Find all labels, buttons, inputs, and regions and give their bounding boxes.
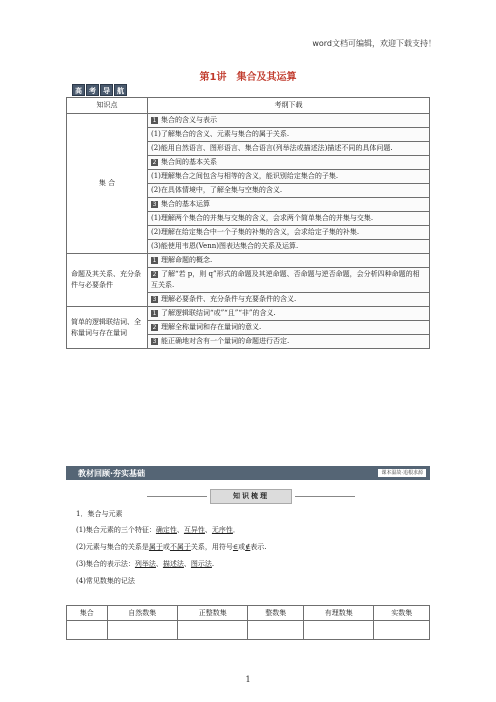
answer-term: 无序性 (211, 526, 233, 534)
line-text: 表示. (250, 543, 267, 551)
requirement-cell (148, 307, 430, 321)
table-cell: 实数集 (374, 606, 430, 621)
table-cell (107, 621, 177, 640)
header-requirement: 考纲下载 (148, 98, 430, 114)
line-text: (3)集合的表示法： (76, 560, 135, 568)
requirement-cell (148, 335, 430, 349)
answer-term: 列举法 (134, 560, 156, 568)
text-line-2 (76, 542, 267, 552)
badge-char: 导 (100, 84, 113, 96)
requirement-cell (148, 226, 430, 240)
table-cell: 自然数集 (107, 606, 177, 621)
table-cell: 集合 (67, 606, 108, 621)
item-number-badge: 2 (152, 159, 157, 166)
requirement-text: (1)理解两个集合的并集与交集的含义，会求两个简单集合的并集与交集. (151, 214, 374, 222)
requirement-text: 理解全称量词和存在量词的意义. (161, 323, 262, 331)
requirement-text: (1)理解集合之间包含与相等的含义，能识别给定集合的子集. (151, 172, 339, 180)
requirement-text: 集合间的基本关系 (161, 158, 217, 166)
line-text: 或 (162, 543, 170, 551)
item-number-badge: 3 (152, 296, 157, 303)
line-text: 、 (155, 560, 163, 568)
requirement-cell (148, 293, 430, 307)
requirement-text: 了解“若 p，则 q”形式的命题及其逆命题、否命题与逆否命题，会分析四种命题的相互关系. (151, 270, 420, 289)
topic-cell: 简单的逻辑联结词、全称量词与存在量词 (67, 307, 148, 349)
text-line-4: (4)常见数集的记法 (76, 577, 135, 585)
outline-table (66, 97, 430, 349)
requirement-cell (148, 114, 430, 128)
requirement-cell (148, 198, 430, 212)
table-row (67, 606, 430, 621)
item-number-badge: 2 (152, 324, 157, 331)
table-row (67, 254, 430, 268)
header-topic: 知识点 (67, 98, 148, 114)
requirement-text: 理解命题的概念. (161, 256, 213, 264)
answer-term: 图示法 (190, 560, 212, 568)
text-line-1 (76, 525, 240, 535)
line-text: 关系，用符号 (190, 543, 233, 551)
requirement-cell (148, 268, 430, 293)
line-text: . (211, 560, 215, 568)
line-text: (2)元素与集合的关系是 (76, 543, 149, 551)
line-text: 、 (204, 526, 212, 534)
table-cell (248, 621, 304, 640)
item-number-badge: 1 (152, 310, 157, 317)
item-number-badge: 3 (152, 338, 157, 345)
line-text: ． (232, 526, 240, 534)
section-banner (66, 466, 430, 480)
item-number-badge: 1 (152, 257, 157, 264)
table-cell (67, 621, 108, 640)
item-number-badge: 1 (152, 117, 157, 124)
topic-cell: 集 合 (67, 114, 148, 254)
requirement-text: (2)理解在给定集合中一个子集的补集的含义，会求给定子集的补集. (151, 228, 360, 236)
requirement-cell (148, 142, 430, 156)
table-row (67, 114, 430, 128)
badge-char: 考 (86, 84, 99, 96)
page-number: 1 (245, 675, 251, 684)
requirement-text: 集合的含义与表示 (161, 116, 217, 124)
banner-title: 教材回顾·夯实基础 (78, 469, 146, 478)
requirement-cell (148, 170, 430, 184)
line-text: (1)集合元素的三个特征： (76, 526, 156, 534)
table-cell: 整数集 (248, 606, 304, 621)
gaokao-badge (72, 84, 127, 96)
requirement-text: (2)在具体情境中，了解全集与空集的含义. (151, 186, 283, 194)
item-number-badge: 3 (152, 201, 157, 208)
table-header-row (67, 98, 430, 114)
answer-term: ∉ (245, 543, 251, 551)
badge-char: 高 (72, 84, 85, 96)
requirement-text: 了解逻辑联结词“或”“且”“非”的含义. (161, 309, 276, 317)
table-cell (303, 621, 373, 640)
header-note: word文档可编辑，欢迎下载支持！ (312, 39, 436, 48)
table-cell: 正整数集 (178, 606, 248, 621)
knowledge-subhead: 知识梳理 (210, 489, 292, 504)
requirement-cell (148, 212, 430, 226)
requirement-cell (148, 184, 430, 198)
requirement-text: (3)能使用韦恩(Venn)图表达集合的关系及运算. (151, 242, 299, 250)
requirement-text: 理解必要条件、充分条件与充要条件的含义. (161, 295, 297, 303)
answer-term: 互异性 (183, 526, 205, 534)
requirement-cell (148, 254, 430, 268)
section-title: 1．集合与元素 (76, 510, 123, 518)
number-sets-table (66, 605, 430, 640)
table-cell (178, 621, 248, 640)
answer-term: 确定性 (155, 526, 177, 534)
table-row (67, 621, 430, 640)
requirement-text: 集合的基本运算 (161, 200, 210, 208)
answer-term: 不属于 (169, 543, 191, 551)
banner-tag: 课本温故·追根求源 (378, 469, 426, 477)
requirement-cell (148, 321, 430, 335)
answer-term: 属于 (148, 543, 163, 551)
topic-cell: 命题及其关系、充分条件与必要条件 (67, 254, 148, 307)
requirement-cell (148, 156, 430, 170)
line-text: 、 (176, 526, 184, 534)
requirement-text: (2)能用自然语言、图形语言、集合语言(列举法或描述法)描述不同的具体问题. (151, 144, 393, 152)
line-text: 、 (183, 560, 191, 568)
table-cell (374, 621, 430, 640)
requirement-text: 能正确地对含有一个量词的命题进行否定. (161, 337, 290, 345)
requirement-text: (1)了解集合的含义、元素与集合的属于关系. (151, 130, 290, 138)
requirement-cell (148, 240, 430, 254)
answer-term: 描述法 (162, 560, 184, 568)
badge-char: 航 (114, 84, 127, 96)
page-title: 第1讲 集合及其运算 (199, 72, 297, 83)
answer-term: ∈ (232, 543, 239, 551)
line-text: 或 (238, 543, 246, 551)
text-line-3 (76, 559, 214, 569)
table-row (67, 307, 430, 321)
item-number-badge: 2 (152, 271, 157, 278)
requirement-cell (148, 128, 430, 142)
table-cell: 有理数集 (303, 606, 373, 621)
